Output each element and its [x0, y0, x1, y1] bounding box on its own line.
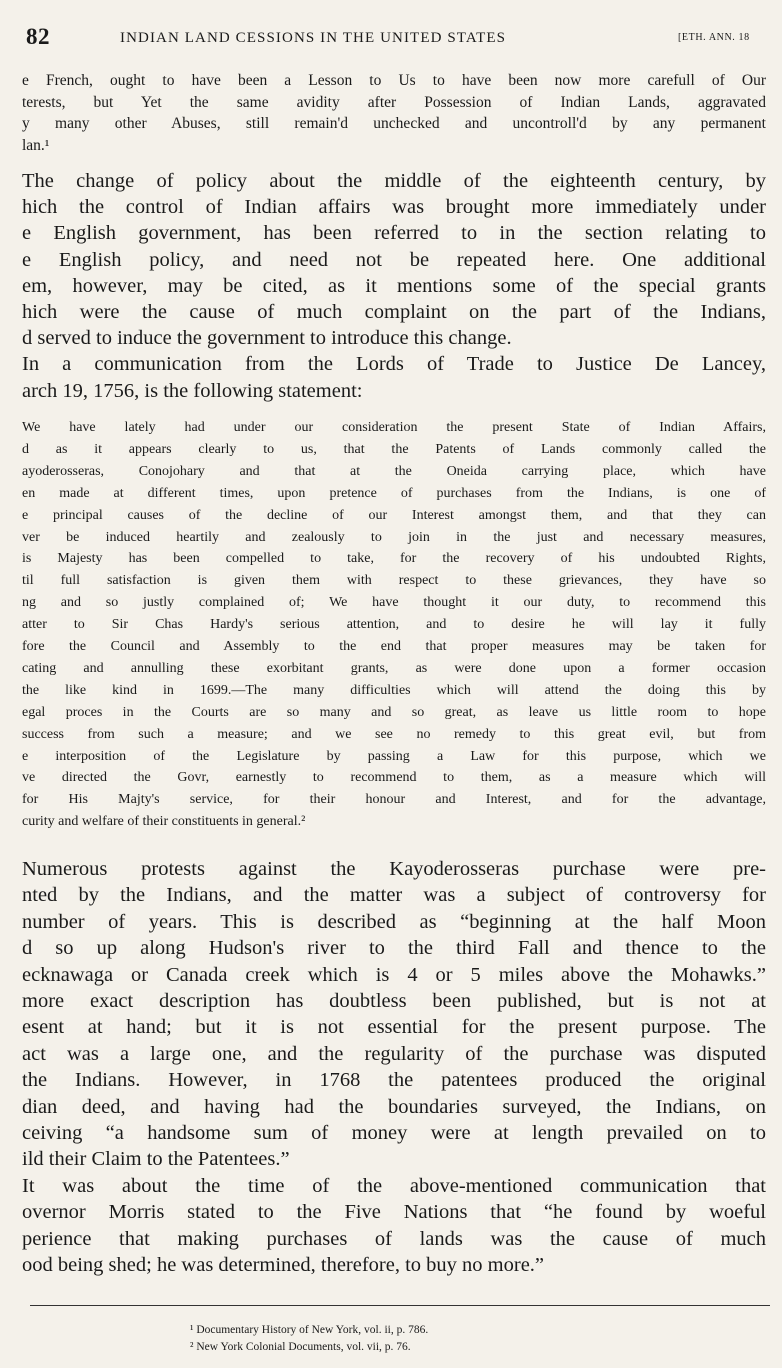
- paragraph-2-line: dian deed, and having had the boundaries surveyed, the Indians, on: [22, 1095, 766, 1118]
- quote-main-line: is Majesty has been compelled to take, for the recovery of his undoubted Rights,: [22, 551, 766, 567]
- quote-main-line: ve directed the Govr, earnestly to recommend to them, as a measure which will: [22, 770, 766, 786]
- quote-main-line: atter to Sir Chas Hardy's serious attention, and to desire he will lay it fully: [22, 617, 766, 633]
- paragraph-1-line: em, however, may be cited, as it mentions some of the special grants: [22, 274, 766, 297]
- quote-main-line: fore the Council and Assembly to the end that proper measures may be taken for: [22, 639, 766, 654]
- quote-top-line: lan.¹: [22, 136, 50, 154]
- quote-main-line: til full satisfaction is given them with respect to these grievances, they have so: [22, 573, 766, 589]
- paragraph-2-line: number of years. This is described as “beginning at the half Moon: [22, 910, 766, 933]
- footnote-2: ² New York Colonial Documents, vol. vii, p. 76.: [190, 1341, 411, 1353]
- paragraph-1-line: e English policy, and need not be repeated here. One additional: [22, 248, 766, 271]
- paragraph-1-line: In a communication from the Lords of Trade to Justice De Lancey,: [22, 353, 766, 376]
- paragraph-2-line: overnor Morris stated to the Five Nations that “he found by woeful: [22, 1201, 766, 1224]
- quote-main-line: d as it appears clearly to us, that the Patents of Lands commonly called the: [22, 441, 766, 457]
- paragraph-2-line: It was about the time of the above-mentioned communication that: [22, 1174, 766, 1197]
- footnote-rule: [30, 1305, 770, 1306]
- paragraph-2-line: ceiving “a handsome sum of money were at length prevailed on to: [22, 1122, 766, 1144]
- paragraph-2-line: the Indians. However, in 1768 the patentees produced the original: [22, 1069, 766, 1092]
- quote-main-line: for His Majty's service, for their honour and Interest, and for the advantage,: [22, 792, 766, 808]
- paragraph-2-line: more exact description has doubtless been published, but is not at: [22, 990, 766, 1012]
- paragraph-1-line: e English government, has been referred to in the section relating to: [22, 222, 766, 245]
- paragraph-2-line: esent at hand; but it is not essential for the present purpose. The: [22, 1016, 766, 1039]
- paragraph-2-line: act was a large one, and the regularity of the purchase was disputed: [22, 1042, 766, 1065]
- paragraph-2-line: perience that making purchases of lands was the cause of much: [22, 1227, 766, 1250]
- paragraph-1-line: arch 19, 1756, is the following statement:: [22, 379, 363, 402]
- page-number: 82: [26, 24, 50, 49]
- quote-main-line: cating and annulling these exorbitant grants, as were done upon a former occasion: [22, 660, 766, 676]
- paragraph-2-line: ild their Claim to the Patentees.”: [22, 1148, 290, 1171]
- running-head: [26, 24, 778, 54]
- quote-main-line: success from such a measure; and we see no remedy to this great evil, but from: [22, 726, 766, 742]
- quote-main-line: en made at different times, upon pretence of purchases from the Indians, is one of: [22, 485, 766, 501]
- quote-top-line: e French, ought to have been a Lesson to Us to have been now more carefull of Our: [22, 72, 766, 89]
- quote-main-line: ng and so justly complained of; We have thought it our duty, to recommend this: [22, 595, 766, 611]
- quote-main-line: egal proces in the Courts are so many and so great, as leave us little room to hope: [22, 704, 766, 720]
- paragraph-2-line: Numerous protests against the Kayoderosseras purchase were pre-: [22, 858, 766, 880]
- running-title: INDIAN LAND CESSIONS IN THE UNITED STATES: [120, 30, 507, 46]
- paragraph-1-line: The change of policy about the middle of the eighteenth century, by: [22, 170, 766, 192]
- quote-top-line: terests, but Yet the same avidity after Possession of Indian Lands, aggravated: [22, 93, 766, 111]
- paragraph-1-line: d served to induce the government to introduce this change.: [22, 327, 512, 350]
- footnote-1: ¹ Documentary History of New York, vol. ii, p. 786.: [190, 1324, 429, 1336]
- paragraph-1-line: hich were the cause of much complaint on the part of the Indians,: [22, 301, 766, 323]
- paragraph-2-line: ecknawaga or Canada creek which is 4 or 5 miles above the Mohawks.”: [22, 963, 766, 986]
- quote-main-line: the like kind in 1699.—The many difficulties which will attend the doing this by: [22, 682, 766, 698]
- paragraph-2-line: d so up along Hudson's river to the third Fall and thence to the: [22, 937, 766, 960]
- running-reference: [ETH. ANN. 18: [678, 32, 750, 43]
- quote-main-line: e interposition of the Legislature by passing a Law for this purpose, which we: [22, 748, 766, 764]
- quote-top-line: y many other Abuses, still remain'd unchecked and uncontroll'd by any permanent: [22, 115, 766, 132]
- quote-main-line: We have lately had under our consideration the present State of Indian Affairs,: [22, 420, 766, 435]
- quote-main-line: curity and welfare of their constituents in general.²: [22, 814, 306, 830]
- quote-main-line: ayoderosseras, Conojohary and that at the Oneida carrying place, which have: [22, 463, 766, 479]
- paragraph-2-line: nted by the Indians, and the matter was a subject of controversy for: [22, 884, 766, 907]
- quote-main-line: e principal causes of the decline of our Interest amongst them, and that they can: [22, 507, 766, 523]
- quote-main-line: ver be induced heartily and zealously to join in the just and necessary measures,: [22, 529, 766, 545]
- paragraph-1-line: hich the control of Indian affairs was brought more immediately under: [22, 196, 766, 219]
- paragraph-2-line: ood being shed; he was determined, therefore, to buy no more.”: [22, 1254, 545, 1276]
